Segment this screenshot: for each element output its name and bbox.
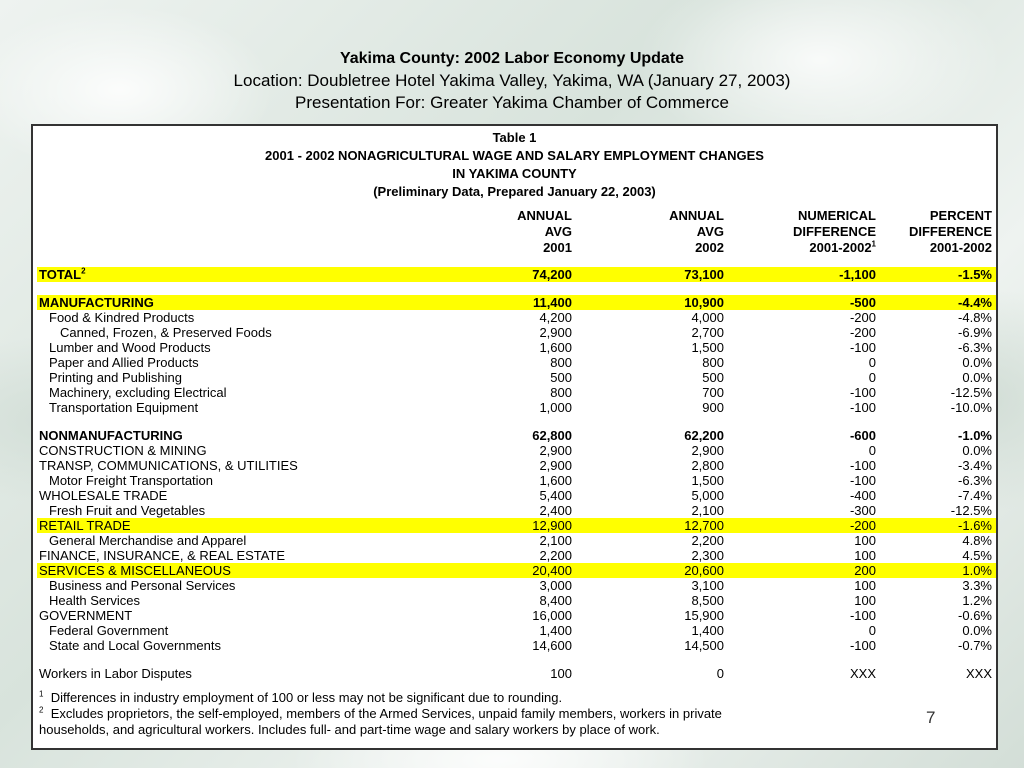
percent-difference: -12.5% <box>950 385 992 400</box>
table-row <box>37 608 996 623</box>
percent-difference: 0.0% <box>962 623 992 638</box>
col-header-percent: 2001-2002 <box>929 240 992 255</box>
row-label <box>39 267 395 282</box>
employment-table-panel <box>31 124 998 750</box>
numerical-difference: -1,100 <box>839 267 876 282</box>
row-label <box>39 563 395 578</box>
column-header-row <box>39 240 994 256</box>
page-number: 7 <box>926 708 936 727</box>
footnote <box>39 706 994 722</box>
row-label <box>39 503 395 518</box>
value-2001: 1,000 <box>539 400 572 415</box>
numerical-difference: -400 <box>849 488 876 503</box>
value-2002: 0 <box>716 666 724 681</box>
row-label-text: Federal Government <box>49 623 169 638</box>
value-2001: 4,200 <box>539 310 572 325</box>
row-label-text: Motor Freight Transportation <box>49 473 214 488</box>
numerical-difference: -500 <box>849 295 876 310</box>
table-row <box>37 295 996 310</box>
value-2002: 10,900 <box>684 295 724 310</box>
value-2002: 900 <box>702 400 724 415</box>
value-2001: 3,000 <box>539 578 572 593</box>
footnote <box>39 690 994 706</box>
row-label-text: Fresh Fruit and Vegetables <box>49 503 206 518</box>
value-2001: 800 <box>550 385 572 400</box>
numerical-difference: 0 <box>868 355 876 370</box>
row-label <box>39 400 395 415</box>
table-row <box>37 267 996 282</box>
col-header-annual-2002: 2002 <box>695 240 724 255</box>
numerical-difference: -300 <box>849 503 876 518</box>
numerical-difference: -100 <box>849 638 876 653</box>
value-2002: 2,900 <box>691 443 724 458</box>
value-2001: 2,100 <box>539 533 572 548</box>
value-2001: 14,600 <box>532 638 572 653</box>
percent-difference: -6.9% <box>958 325 992 340</box>
column-header-row <box>39 208 994 224</box>
table-row <box>37 443 996 458</box>
value-2001: 2,900 <box>539 458 572 473</box>
column-header-row <box>39 224 994 240</box>
numerical-difference: -200 <box>849 325 876 340</box>
value-2001: 5,400 <box>539 488 572 503</box>
percent-difference: -1.0% <box>958 428 992 443</box>
value-2002: 700 <box>702 385 724 400</box>
row-label <box>39 608 395 623</box>
value-2001: 1,600 <box>539 340 572 355</box>
row-label-text: Printing and Publishing <box>49 370 182 385</box>
numerical-difference: 200 <box>854 563 876 578</box>
percent-difference: -1.6% <box>958 518 992 533</box>
percent-difference: -4.8% <box>958 310 992 325</box>
value-2002: 5,000 <box>691 488 724 503</box>
row-label <box>39 340 395 355</box>
value-2002: 500 <box>702 370 724 385</box>
numerical-difference: -200 <box>849 518 876 533</box>
row-label <box>39 578 395 593</box>
value-2002: 1,400 <box>691 623 724 638</box>
row-label <box>39 310 395 325</box>
col-header-annual-2002: AVG <box>696 224 724 239</box>
table-caption <box>33 129 996 201</box>
caption-line: IN YAKIMA COUNTY <box>452 166 577 181</box>
value-2001: 8,400 <box>539 593 572 608</box>
table-row <box>37 666 996 681</box>
row-label <box>39 355 395 370</box>
value-2001: 11,400 <box>532 295 572 310</box>
value-2002: 14,500 <box>684 638 724 653</box>
table-row <box>37 385 996 400</box>
numerical-difference: 100 <box>854 593 876 608</box>
percent-difference: -0.7% <box>958 638 992 653</box>
value-2002: 20,600 <box>684 563 724 578</box>
percent-difference: -7.4% <box>958 488 992 503</box>
value-2001: 20,400 <box>532 563 572 578</box>
row-label-text: Machinery, excluding Electrical <box>49 385 227 400</box>
table-row <box>37 310 996 325</box>
value-2002: 2,200 <box>691 533 724 548</box>
value-2002: 15,900 <box>684 608 724 623</box>
percent-difference: 4.5% <box>962 548 992 563</box>
value-2002: 2,100 <box>691 503 724 518</box>
table-row <box>37 400 996 415</box>
row-label <box>39 488 395 503</box>
col-header-numerical: NUMERICAL <box>798 208 876 223</box>
value-2001: 16,000 <box>532 608 572 623</box>
col-header-percent: PERCENT <box>929 208 992 223</box>
row-label <box>39 443 395 458</box>
value-2002: 62,200 <box>684 428 724 443</box>
numerical-difference: -600 <box>849 428 876 443</box>
row-label-text: Health Services <box>49 593 141 608</box>
value-2001: 1,400 <box>539 623 572 638</box>
row-label <box>39 385 395 400</box>
numerical-difference: 0 <box>868 370 876 385</box>
numerical-difference: -100 <box>849 473 876 488</box>
table-row <box>37 370 996 385</box>
value-2001: 74,200 <box>532 267 572 282</box>
table-row <box>37 488 996 503</box>
table-row <box>37 428 996 443</box>
footnote-text: households, and agricultural workers. Includes full- and part-time wage and salary workers by place of work. <box>39 722 660 737</box>
percent-difference: 0.0% <box>962 355 992 370</box>
footnote-mark: 1 <box>39 689 44 699</box>
row-label-text: GOVERNMENT <box>39 608 133 623</box>
table-row <box>37 503 996 518</box>
row-label <box>39 428 395 443</box>
row-label <box>39 638 395 653</box>
value-2002: 4,000 <box>691 310 724 325</box>
row-label <box>39 295 395 310</box>
row-label-text: TRANSP, COMMUNICATIONS, & UTILITIES <box>39 458 298 473</box>
row-label-text: Business and Personal Services <box>49 578 236 593</box>
col-header-percent: DIFFERENCE <box>908 224 992 239</box>
value-2001: 500 <box>550 370 572 385</box>
table-row <box>37 473 996 488</box>
value-2002: 2,300 <box>691 548 724 563</box>
value-2002: 73,100 <box>684 267 724 282</box>
numerical-difference: -100 <box>849 340 876 355</box>
col-header-annual-2001: 2001 <box>543 240 572 255</box>
row-label <box>39 548 395 563</box>
numerical-difference: 100 <box>854 578 876 593</box>
table-row <box>37 623 996 638</box>
numerical-difference: -100 <box>849 400 876 415</box>
caption-line: 2001 - 2002 NONAGRICULTURAL WAGE AND SALARY EMPLOYMENT CHANGES <box>265 148 764 163</box>
numerical-difference: 100 <box>854 548 876 563</box>
footnote <box>39 722 994 738</box>
value-2002: 3,100 <box>691 578 724 593</box>
row-label-text: Food & Kindred Products <box>49 310 195 325</box>
row-label-text: FINANCE, INSURANCE, & REAL ESTATE <box>39 548 286 563</box>
footnote-text: Differences in industry employment of 100 or less may not be significant due to rounding. <box>50 690 563 705</box>
percent-difference: -10.0% <box>950 400 992 415</box>
percent-difference: 1.2% <box>962 593 992 608</box>
col-header-annual-2001: AVG <box>544 224 572 239</box>
percent-difference: 0.0% <box>962 370 992 385</box>
value-2001: 2,900 <box>539 443 572 458</box>
table-row <box>37 458 996 473</box>
row-label <box>39 325 395 340</box>
footnote-ref: 2 <box>81 267 86 276</box>
row-label-text: TOTAL <box>39 267 82 282</box>
table-row <box>37 355 996 370</box>
caption-line: (Preliminary Data, Prepared January 22, 2003) <box>373 184 656 199</box>
row-label-text: MANUFACTURING <box>39 295 154 310</box>
row-label <box>39 533 395 548</box>
slide-title: Yakima County: 2002 Labor Economy Update <box>339 50 685 67</box>
row-label-text: RETAIL TRADE <box>39 518 131 533</box>
slide-presentation: Presentation For: Greater Yakima Chamber of Commerce <box>295 93 729 112</box>
row-label <box>39 370 395 385</box>
value-2001: 800 <box>550 355 572 370</box>
value-2002: 12,700 <box>684 518 724 533</box>
col-header-numerical: DIFFERENCE <box>792 224 876 239</box>
percent-difference: -3.4% <box>958 458 992 473</box>
percent-difference: -0.6% <box>958 608 992 623</box>
numerical-difference: XXX <box>849 666 876 681</box>
footnote-ref: 1 <box>871 239 876 249</box>
value-2001: 2,900 <box>539 325 572 340</box>
row-label <box>39 666 395 681</box>
row-label-text: Lumber and Wood Products <box>49 340 211 355</box>
percent-difference: XXX <box>965 666 992 681</box>
slide-header <box>0 48 1024 114</box>
percent-difference: 0.0% <box>962 443 992 458</box>
value-2002: 800 <box>702 355 724 370</box>
row-label-text: WHOLESALE TRADE <box>39 488 168 503</box>
value-2001: 12,900 <box>532 518 572 533</box>
row-label-text: SERVICES & MISCELLANEOUS <box>39 563 231 578</box>
row-label-text: State and Local Governments <box>49 638 221 653</box>
numerical-difference: 0 <box>868 443 876 458</box>
table-row <box>37 578 996 593</box>
numerical-difference: 100 <box>854 533 876 548</box>
numerical-difference: 0 <box>868 623 876 638</box>
value-2002: 1,500 <box>691 473 724 488</box>
col-header-numerical-years: 2001-2002 <box>809 240 872 255</box>
row-label <box>39 623 395 638</box>
table-row <box>37 638 996 653</box>
caption-line: Table 1 <box>492 130 537 145</box>
value-2002: 1,500 <box>691 340 724 355</box>
percent-difference: -6.3% <box>958 473 992 488</box>
numerical-difference: -100 <box>849 385 876 400</box>
footnote-text: Excludes proprietors, the self-employed, members of the Armed Services, unpaid family members, workers in private <box>50 706 722 721</box>
row-label <box>39 593 395 608</box>
value-2001: 62,800 <box>532 428 572 443</box>
table-row <box>37 563 996 578</box>
percent-difference: 3.3% <box>962 578 992 593</box>
slide-location: Location: Doubletree Hotel Yakima Valley, Yakima, WA (January 27, 2003) <box>233 71 791 90</box>
table-row <box>37 593 996 608</box>
table-row <box>37 340 996 355</box>
value-2001: 2,400 <box>539 503 572 518</box>
numerical-difference: -100 <box>849 608 876 623</box>
numerical-difference: -100 <box>849 458 876 473</box>
table-row <box>37 533 996 548</box>
table-row <box>37 548 996 563</box>
footnotes <box>39 690 994 738</box>
col-header-numerical <box>809 240 876 255</box>
row-label-text: Workers in Labor Disputes <box>39 666 192 681</box>
percent-difference: -4.4% <box>958 295 992 310</box>
value-2001: 1,600 <box>539 473 572 488</box>
value-2002: 2,700 <box>691 325 724 340</box>
value-2001: 100 <box>550 666 572 681</box>
row-label <box>39 458 395 473</box>
percent-difference: -1.5% <box>958 267 992 282</box>
percent-difference: -6.3% <box>958 340 992 355</box>
row-label-text: CONSTRUCTION & MINING <box>39 443 207 458</box>
row-label-text: NONMANUFACTURING <box>39 428 183 443</box>
col-header-annual-2001: ANNUAL <box>517 208 572 223</box>
row-label-text: Transportation Equipment <box>49 400 199 415</box>
footnote-mark: 2 <box>39 705 44 715</box>
row-label <box>39 473 395 488</box>
row-label <box>39 518 395 533</box>
percent-difference: -12.5% <box>950 503 992 518</box>
table-row <box>37 518 996 533</box>
table-row <box>37 325 996 340</box>
percent-difference: 1.0% <box>962 563 992 578</box>
value-2002: 2,800 <box>691 458 724 473</box>
value-2001: 2,200 <box>539 548 572 563</box>
row-label-text: Paper and Allied Products <box>49 355 199 370</box>
col-header-annual-2002: ANNUAL <box>669 208 724 223</box>
value-2002: 8,500 <box>691 593 724 608</box>
row-label-text: General Merchandise and Apparel <box>49 533 247 548</box>
numerical-difference: -200 <box>849 310 876 325</box>
row-label-text: Canned, Frozen, & Preserved Foods <box>60 325 272 340</box>
percent-difference: 4.8% <box>962 533 992 548</box>
